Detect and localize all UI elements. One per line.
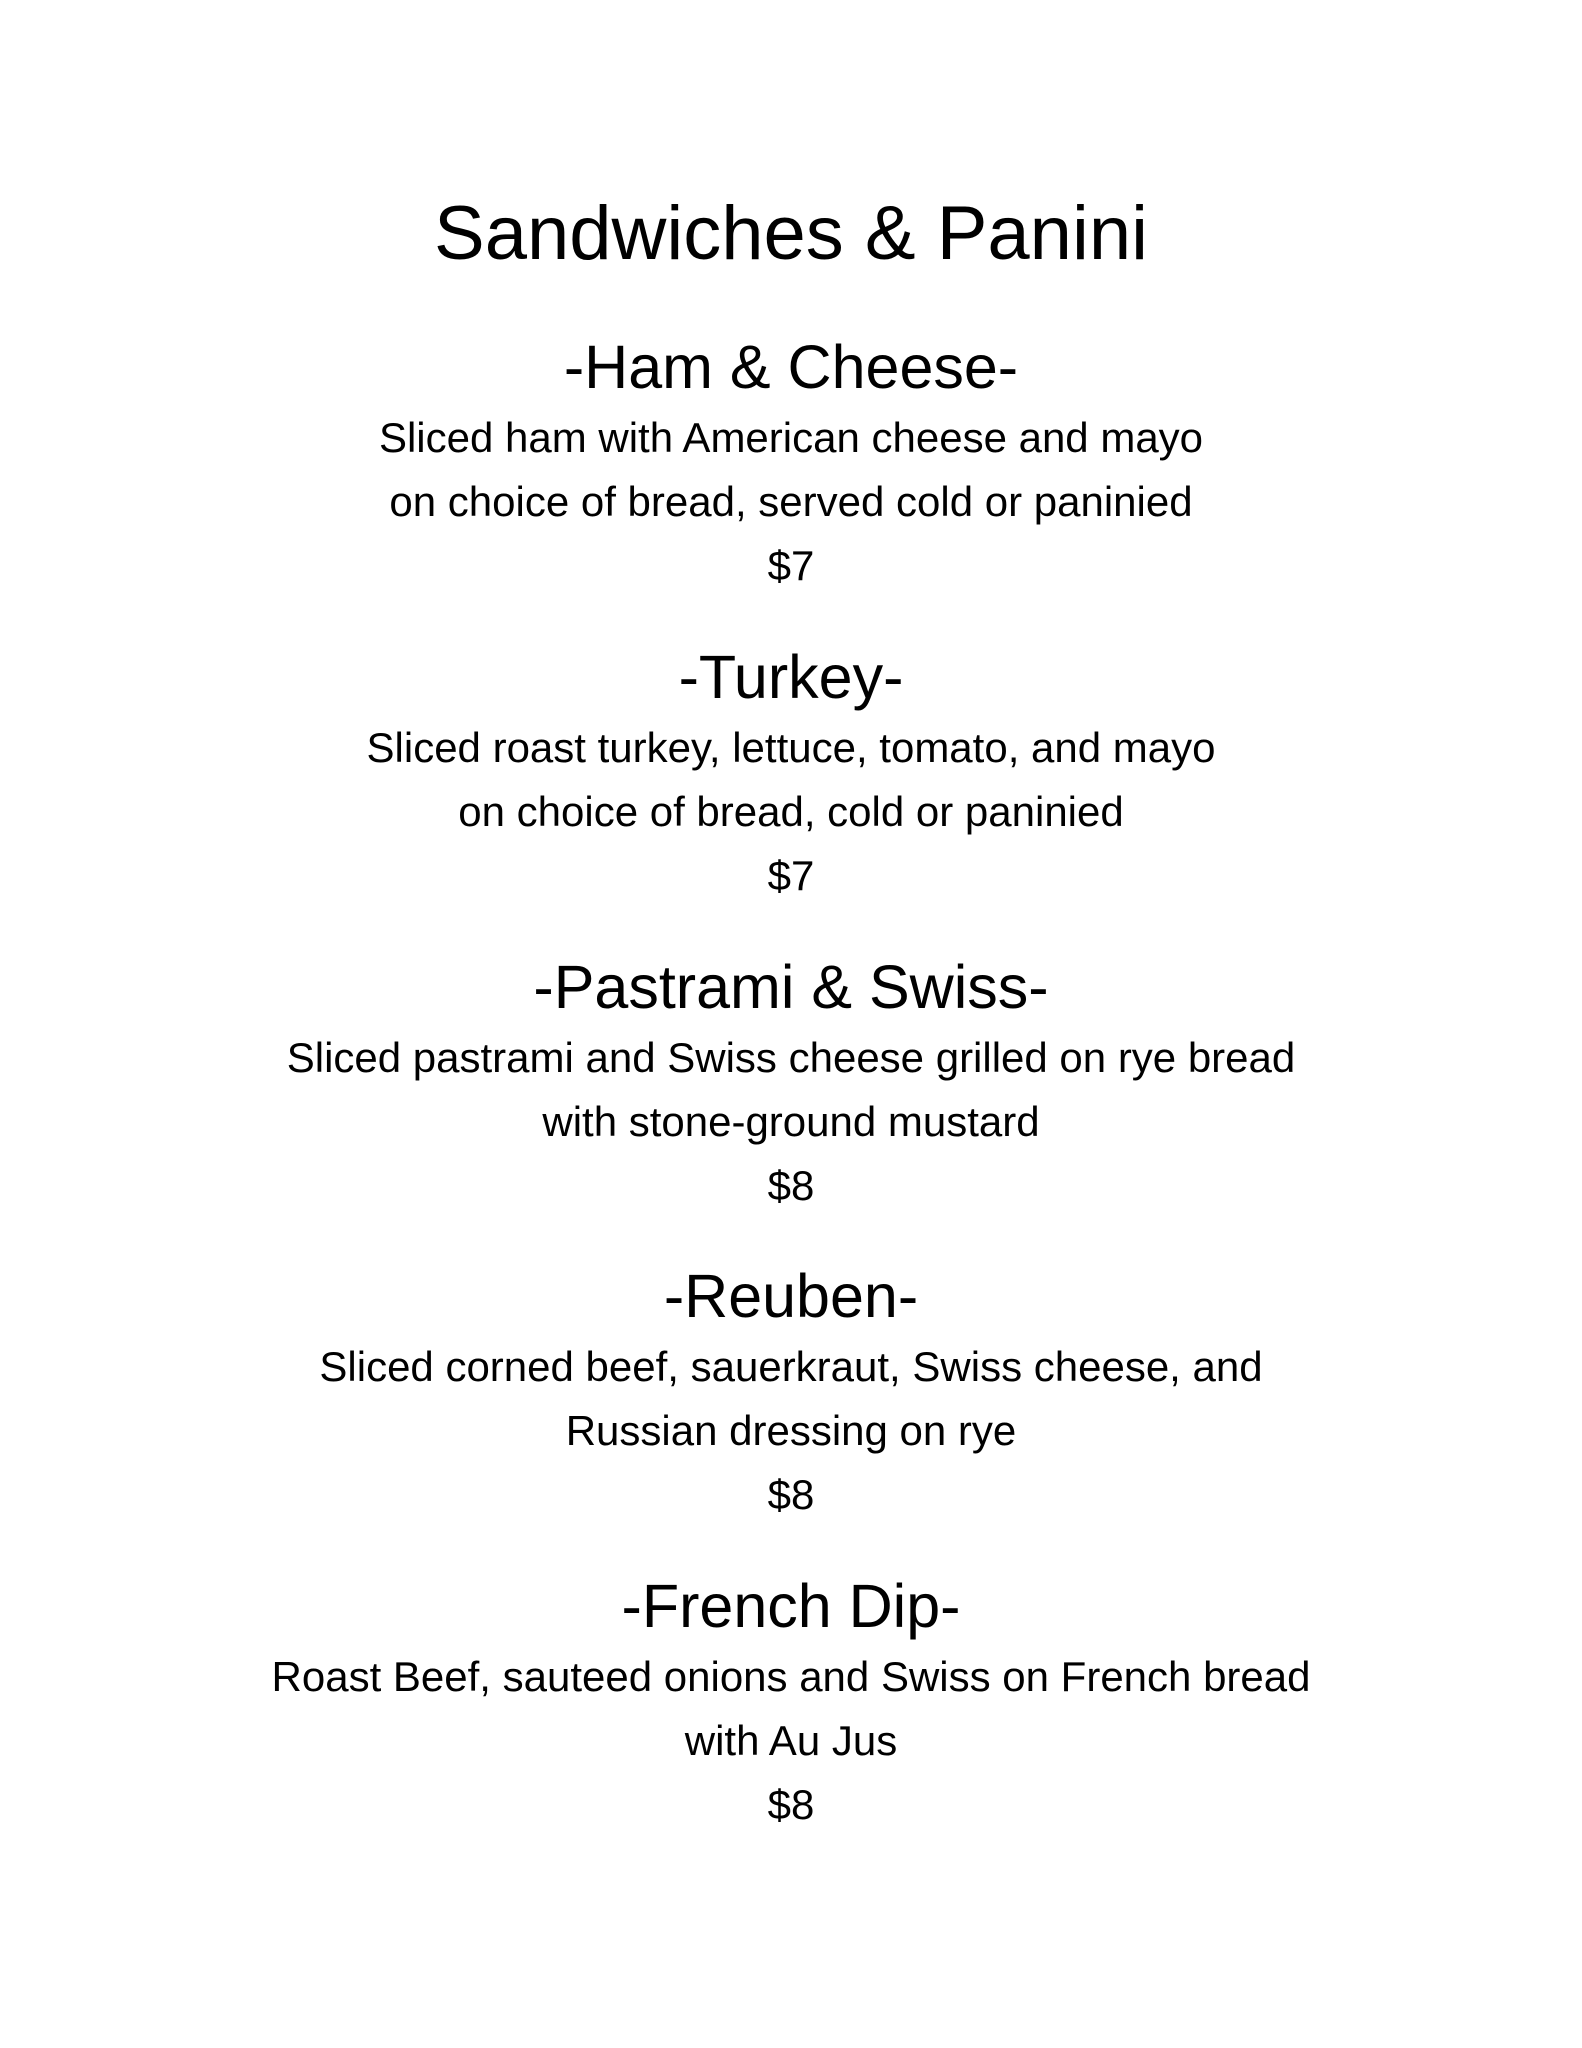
item-description bbox=[0, 716, 1582, 844]
item-price: $7 bbox=[767, 852, 815, 899]
item-description bbox=[0, 1026, 1582, 1154]
menu-item-pastrami-swiss bbox=[0, 948, 1582, 1218]
item-price: $8 bbox=[767, 1471, 815, 1518]
item-name: -Ham & Cheese- bbox=[563, 333, 1019, 401]
menu-title: Sandwiches & Panini bbox=[434, 191, 1148, 276]
item-description-line: Sliced ham with American cheese and mayo bbox=[378, 414, 1204, 461]
item-name: -French Dip- bbox=[621, 1572, 961, 1640]
item-description-line: Sliced corned beef, sauerkraut, Swiss cheese, and bbox=[319, 1343, 1263, 1390]
menu-item-reuben bbox=[0, 1257, 1582, 1527]
item-description-line: Roast Beef, sauteed onions and Swiss on French bread bbox=[271, 1653, 1311, 1700]
item-price: $7 bbox=[767, 542, 815, 589]
menu-item-ham-cheese bbox=[0, 328, 1582, 598]
menu-item-french-dip bbox=[0, 1567, 1582, 1837]
item-description-line: with stone-ground mustard bbox=[542, 1098, 1040, 1145]
item-name: -Reuben- bbox=[663, 1262, 919, 1330]
item-description bbox=[0, 1645, 1582, 1773]
item-description-line: Russian dressing on rye bbox=[565, 1407, 1017, 1454]
item-price: $8 bbox=[767, 1162, 815, 1209]
item-name: -Pastrami & Swiss- bbox=[533, 953, 1049, 1021]
item-description bbox=[0, 1335, 1582, 1463]
item-description-line: on choice of bread, served cold or paninied bbox=[389, 478, 1193, 525]
item-description-line: on choice of bread, cold or paninied bbox=[458, 788, 1124, 835]
item-name: -Turkey- bbox=[678, 643, 904, 711]
item-description-line: with Au Jus bbox=[684, 1717, 898, 1764]
item-description-line: Sliced roast turkey, lettuce, tomato, and mayo bbox=[366, 724, 1216, 771]
item-price: $8 bbox=[767, 1781, 815, 1828]
item-description-line: Sliced pastrami and Swiss cheese grilled on rye bread bbox=[286, 1034, 1296, 1081]
menu-item-turkey bbox=[0, 638, 1582, 908]
item-description bbox=[0, 406, 1582, 534]
